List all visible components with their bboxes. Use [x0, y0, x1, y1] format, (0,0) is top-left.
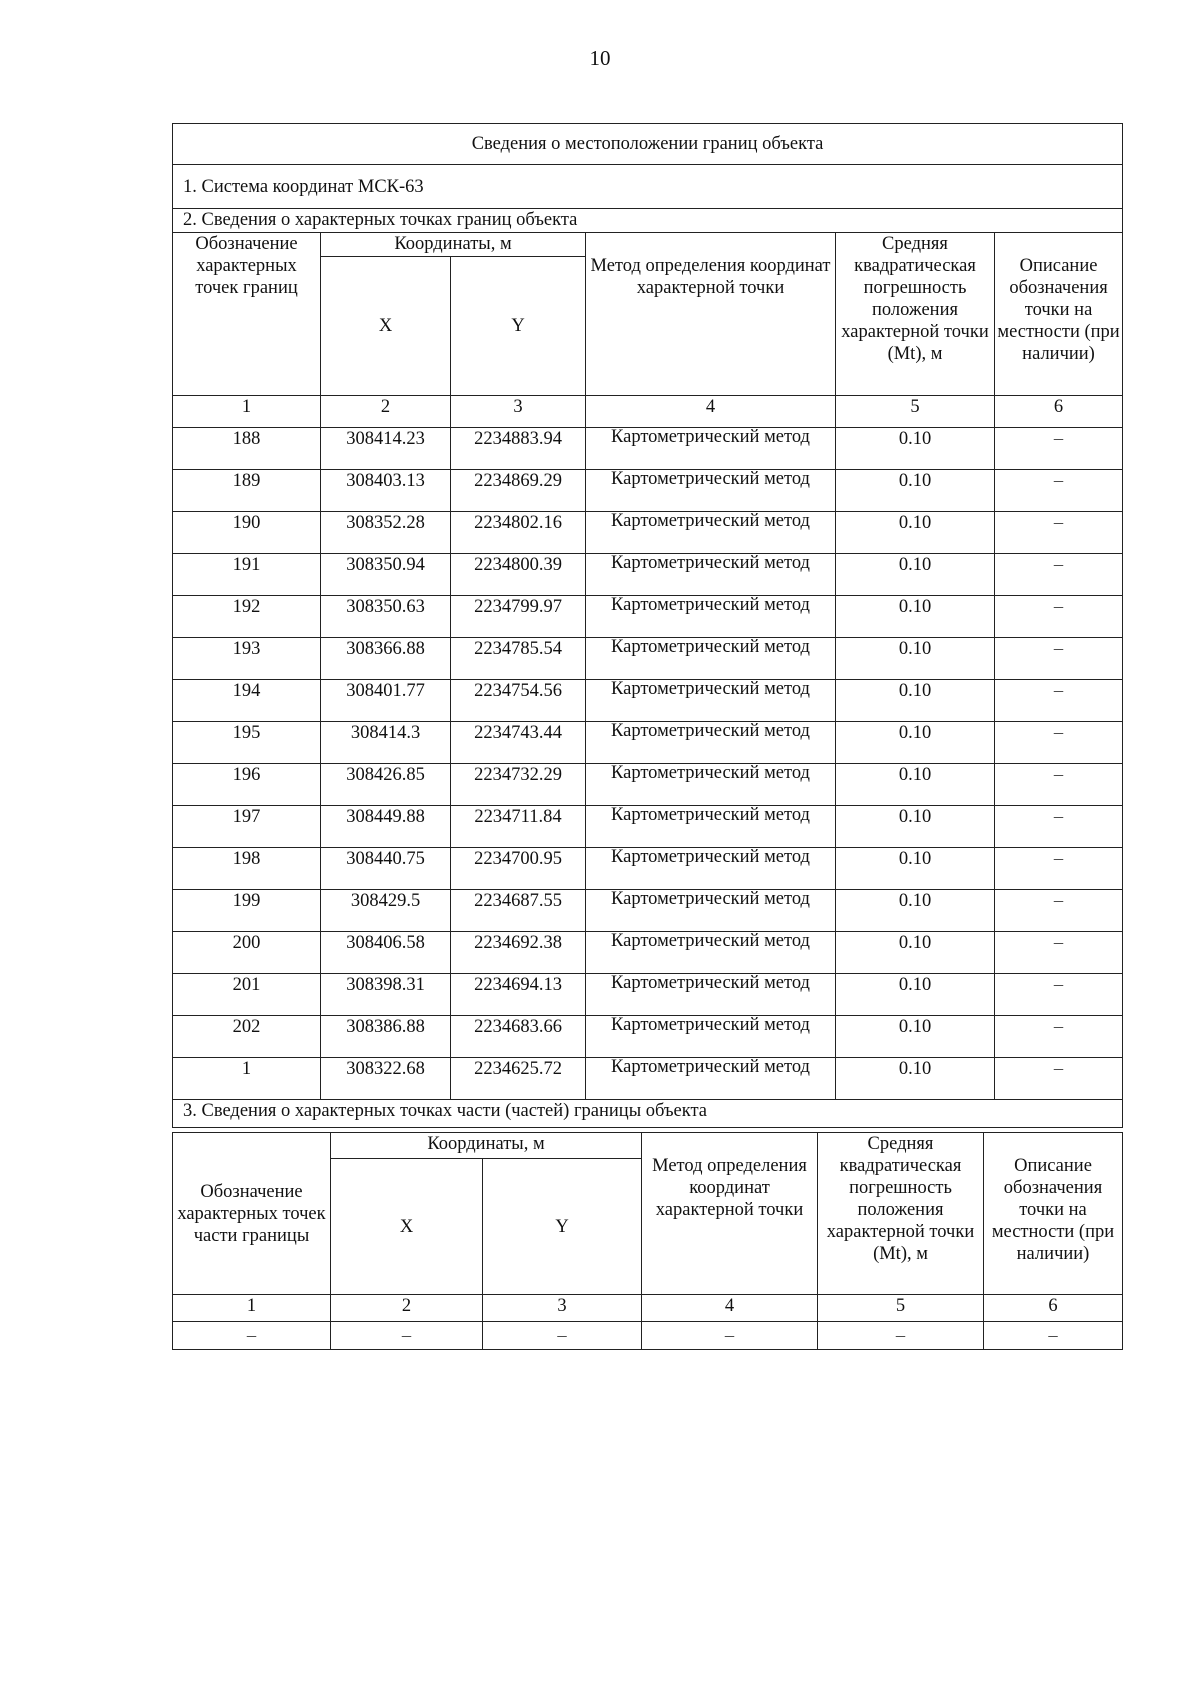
cell-description: –: [995, 974, 1123, 1016]
cell-y: 2234625.72: [451, 1058, 586, 1100]
cell-description: –: [995, 554, 1123, 596]
column-number: 1: [173, 396, 321, 428]
cell-method: Картометрический метод: [586, 470, 836, 512]
cell-y: 2234732.29: [451, 764, 586, 806]
cell-y: 2234869.29: [451, 470, 586, 512]
table-row: [173, 512, 1123, 554]
cell-y: 2234711.84: [451, 806, 586, 848]
cell-description: –: [995, 680, 1123, 722]
cell-x: 308406.58: [321, 932, 451, 974]
cell-method: Картометрический метод: [586, 764, 836, 806]
cell-y: 2234799.97: [451, 596, 586, 638]
cell-x: 308398.31: [321, 974, 451, 1016]
cell-x: 308429.5: [321, 890, 451, 932]
table-row: [173, 1016, 1123, 1058]
cell-description: –: [984, 1322, 1123, 1350]
table-row: [173, 848, 1123, 890]
cell-method: Картометрический метод: [586, 1016, 836, 1058]
cell-description: –: [995, 1016, 1123, 1058]
cell-x: 308350.63: [321, 596, 451, 638]
table-row: [173, 638, 1123, 680]
cell-id: 1: [173, 1058, 321, 1100]
cell-error: 0.10: [836, 722, 995, 764]
cell-error: 0.10: [836, 806, 995, 848]
cell-description: –: [995, 848, 1123, 890]
page-number: 10: [589, 46, 611, 70]
cell-method: Картометрический метод: [586, 512, 836, 554]
table-row: [173, 596, 1123, 638]
cell-method: Картометрический метод: [586, 1058, 836, 1100]
cell-id: 196: [173, 764, 321, 806]
cell-error: 0.10: [836, 512, 995, 554]
column-number: 1: [173, 1295, 331, 1322]
column-number: 6: [984, 1295, 1123, 1322]
cell-method: Картометрический метод: [586, 680, 836, 722]
section-title: Сведения о местоположении границ объекта: [173, 124, 1123, 165]
column-number: 2: [331, 1295, 483, 1322]
cell-error: 0.10: [836, 974, 995, 1016]
cell-id: 191: [173, 554, 321, 596]
cell-id: 202: [173, 1016, 321, 1058]
column-number: 4: [586, 396, 836, 428]
table-row: [173, 680, 1123, 722]
cell-error: 0.10: [836, 932, 995, 974]
cell-error: 0.10: [836, 764, 995, 806]
cell-error: 0.10: [836, 554, 995, 596]
cell-id: 200: [173, 932, 321, 974]
cell-y: 2234743.44: [451, 722, 586, 764]
cell-id: 197: [173, 806, 321, 848]
cell-x: 308401.77: [321, 680, 451, 722]
table-row: [173, 932, 1123, 974]
cell-y: 2234754.56: [451, 680, 586, 722]
table-row: [173, 764, 1123, 806]
cell-description: –: [995, 890, 1123, 932]
cell-method: Картометрический метод: [586, 638, 836, 680]
cell-error: 0.10: [836, 890, 995, 932]
cell-method: –: [642, 1322, 818, 1350]
column-number: 2: [321, 396, 451, 428]
cell-id: 190: [173, 512, 321, 554]
cell-x: 308386.88: [321, 1016, 451, 1058]
cell-method: Картометрический метод: [586, 722, 836, 764]
header-designation: Обозначение характерных точек части границы: [173, 1133, 331, 1295]
header-x: X: [321, 257, 451, 396]
cell-id: 199: [173, 890, 321, 932]
cell-description: –: [995, 932, 1123, 974]
cell-error: –: [818, 1322, 984, 1350]
header-method: Метод определения координат характерной точки: [642, 1133, 818, 1295]
cell-id: 189: [173, 470, 321, 512]
header-designation: Обозначение характерных точек границ: [173, 233, 321, 396]
cell-y: 2234785.54: [451, 638, 586, 680]
cell-y: 2234683.66: [451, 1016, 586, 1058]
cell-error: 0.10: [836, 596, 995, 638]
cell-description: –: [995, 806, 1123, 848]
header-error: Средняя квадратическая погрешность положения характерной точки (Mt), м: [818, 1133, 984, 1295]
cell-description: –: [995, 512, 1123, 554]
column-numbers-row: [173, 396, 1123, 428]
cell-y: –: [483, 1322, 642, 1350]
cell-x: 308350.94: [321, 554, 451, 596]
cell-id: 192: [173, 596, 321, 638]
header-coordinates: Координаты, м: [331, 1133, 642, 1159]
cell-description: –: [995, 428, 1123, 470]
cell-x: –: [331, 1322, 483, 1350]
cell-description: –: [995, 1058, 1123, 1100]
part-boundary-points-table: [172, 1132, 1123, 1350]
table-row: [173, 890, 1123, 932]
header-x: X: [331, 1159, 483, 1295]
cell-method: Картометрический метод: [586, 974, 836, 1016]
section3-title: 3. Сведения о характерных точках части (частей) границы объекта: [173, 1100, 1123, 1128]
column-number: 5: [836, 396, 995, 428]
cell-x: 308440.75: [321, 848, 451, 890]
coordinate-system: 1. Система координат МСК-63: [173, 165, 1123, 209]
table-row: [173, 722, 1123, 764]
cell-x: 308366.88: [321, 638, 451, 680]
cell-y: 2234692.38: [451, 932, 586, 974]
cell-id: 188: [173, 428, 321, 470]
cell-x: 308352.28: [321, 512, 451, 554]
cell-error: 0.10: [836, 848, 995, 890]
header-method: Метод определения координат характерной точки: [586, 233, 836, 396]
cell-id: 195: [173, 722, 321, 764]
cell-id: 194: [173, 680, 321, 722]
section2-title: 2. Сведения о характерных точках границ объекта: [173, 209, 1123, 233]
table-row: [173, 1058, 1123, 1100]
cell-method: Картометрический метод: [586, 596, 836, 638]
header-description: Описание обозначения точки на местности (при наличии): [995, 233, 1123, 396]
cell-error: 0.10: [836, 638, 995, 680]
cell-id: 193: [173, 638, 321, 680]
cell-id: 201: [173, 974, 321, 1016]
column-number: 3: [451, 396, 586, 428]
cell-x: 308403.13: [321, 470, 451, 512]
cell-y: 2234883.94: [451, 428, 586, 470]
header-y: Y: [451, 257, 586, 396]
boundary-points-table: [172, 123, 1123, 1128]
column-number: 6: [995, 396, 1123, 428]
table-row: [173, 470, 1123, 512]
column-number: 4: [642, 1295, 818, 1322]
table-row: [173, 554, 1123, 596]
cell-error: 0.10: [836, 680, 995, 722]
cell-method: Картометрический метод: [586, 890, 836, 932]
cell-error: 0.10: [836, 1058, 995, 1100]
cell-x: 308414.3: [321, 722, 451, 764]
cell-x: 308426.85: [321, 764, 451, 806]
cell-x: 308414.23: [321, 428, 451, 470]
header-description: Описание обозначения точки на местности (при наличии): [984, 1133, 1123, 1295]
cell-id: 198: [173, 848, 321, 890]
header-coordinates: Координаты, м: [321, 233, 586, 257]
cell-error: 0.10: [836, 428, 995, 470]
column-numbers-row: [173, 1295, 1123, 1322]
cell-x: 308449.88: [321, 806, 451, 848]
cell-id: –: [173, 1322, 331, 1350]
cell-x: 308322.68: [321, 1058, 451, 1100]
cell-method: Картометрический метод: [586, 848, 836, 890]
cell-y: 2234694.13: [451, 974, 586, 1016]
cell-description: –: [995, 638, 1123, 680]
cell-description: –: [995, 722, 1123, 764]
cell-y: 2234687.55: [451, 890, 586, 932]
header-y: Y: [483, 1159, 642, 1295]
cell-method: Картометрический метод: [586, 932, 836, 974]
cell-error: 0.10: [836, 470, 995, 512]
table-row: [173, 1322, 1123, 1350]
cell-method: Картометрический метод: [586, 428, 836, 470]
cell-description: –: [995, 764, 1123, 806]
column-number: 5: [818, 1295, 984, 1322]
cell-y: 2234800.39: [451, 554, 586, 596]
cell-description: –: [995, 470, 1123, 512]
cell-method: Картометрический метод: [586, 806, 836, 848]
column-number: 3: [483, 1295, 642, 1322]
cell-method: Картометрический метод: [586, 554, 836, 596]
header-error: Средняя квадратическая погрешность положения характерной точки (Mt), м: [836, 233, 995, 396]
cell-y: 2234700.95: [451, 848, 586, 890]
table-row: [173, 806, 1123, 848]
cell-description: –: [995, 596, 1123, 638]
cell-error: 0.10: [836, 1016, 995, 1058]
cell-y: 2234802.16: [451, 512, 586, 554]
table-row: [173, 428, 1123, 470]
table-row: [173, 974, 1123, 1016]
